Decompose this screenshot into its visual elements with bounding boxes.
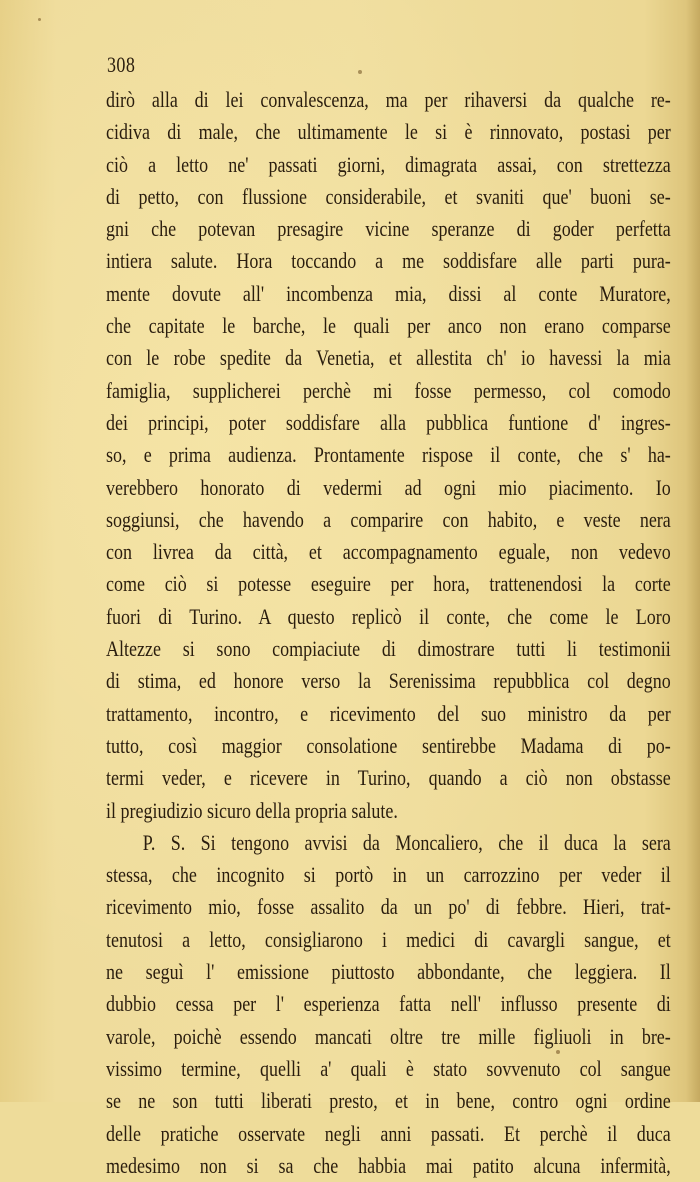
text-line: se ne son tutti liberati presto, et in bene, contro ogni ordine [106,1088,671,1114]
text-line: termi veder, e ricevere in Turino, quando a ciò non obstasse [106,765,671,791]
text-line: intiera salute. Hora toccando a me soddisfare alle parti pura- [106,248,671,274]
text-line: dubbio cessa per l' esperienza fatta nell' influsso presente di [106,991,671,1017]
text-line: vissimo termine, quelli a' quali è stato sovvenuto col sangue [106,1055,671,1081]
text-line: P. S. Si tengono avvisi da Moncaliero, che il duca la sera [142,829,671,855]
text-line: tutto, così maggior consolatione sentirebbe Madama di po- [106,732,671,758]
text-line: con le robe spedite da Venetia, et allestita ch' io havessi la mia [106,345,671,371]
text-line: cidiva di male, che ultimamente le si è rinnovato, postasi per [106,119,671,145]
text-line: il pregiudizio sicuro della propria salute. [106,797,398,823]
text-line: trattamento, incontro, e ricevimento del suo ministro da per [106,700,671,726]
body-text [106,84,671,1182]
text-line: famiglia, supplicherei perchè mi fosse permesso, col comodo [106,377,671,403]
text-line: medesimo non si sa che habbia mai patito alcuna infermità, [106,1152,671,1178]
text-line: varole, poichè essendo mancati oltre tre mille figliuoli in bre- [106,1023,671,1049]
text-line: gni che potevan presagire vicine speranze di goder perfetta [106,216,671,242]
text-line: so, e prima audienza. Prontamente rispose il conte, che s' ha- [106,442,671,468]
text-line: fuori di Turino. A questo replicò il conte, che come le Loro [106,603,671,629]
text-line: ricevimento mio, fosse assalito da un po' di febbre. Hieri, trat- [106,894,671,920]
text-line: che capitate le barche, le quali per anco non erano comparse [106,313,671,339]
paper-speck [38,18,41,21]
text-line: di stima, ed honore verso la Serenissima repubblica col degno [106,668,671,694]
text-line: mente dovute all' incombenza mia, dissi al conte Muratore, [106,280,671,306]
text-line: dirò alla di lei convalescenza, ma per rihaversi da qualche re- [106,87,671,112]
text-line: con livrea da città, et accompagnamento eguale, non vedevo [106,539,671,565]
text-line: ciò a letto ne' passati giorni, dimagrata assai, con strettezza [106,151,671,177]
page-edge-shadow [686,0,700,1102]
text-line: ne seguì l' emissione piuttosto abbondante, che leggiera. Il [106,959,671,985]
text-line: Altezze si sono compiaciute di dimostrare tutti li testimonii [106,636,671,662]
text-line: dei principi, poter soddisfare alla pubblica funtione d' ingres- [106,409,671,435]
text-line: stessa, che incognito si portò in un carrozzino per veder il [106,862,671,888]
text-line: delle pratiche osservate negli anni passati. Et perchè il duca [106,1120,671,1146]
text-line: come ciò si potesse eseguire per hora, trattenendosi la corte [106,571,671,597]
text-line: tenutosi a letto, consigliarono i medici di cavargli sangue, et [106,926,671,952]
text-line: di petto, con flussione considerabile, et svaniti que' buoni se- [106,183,671,209]
page-number: 308 [107,52,136,77]
paper-speck [358,70,362,74]
text-line: verebbero honorato di vedermi ad ogni mio piacimento. Io [106,474,671,500]
text-line: soggiunsi, che havendo a comparire con habito, e veste nera [106,506,671,532]
